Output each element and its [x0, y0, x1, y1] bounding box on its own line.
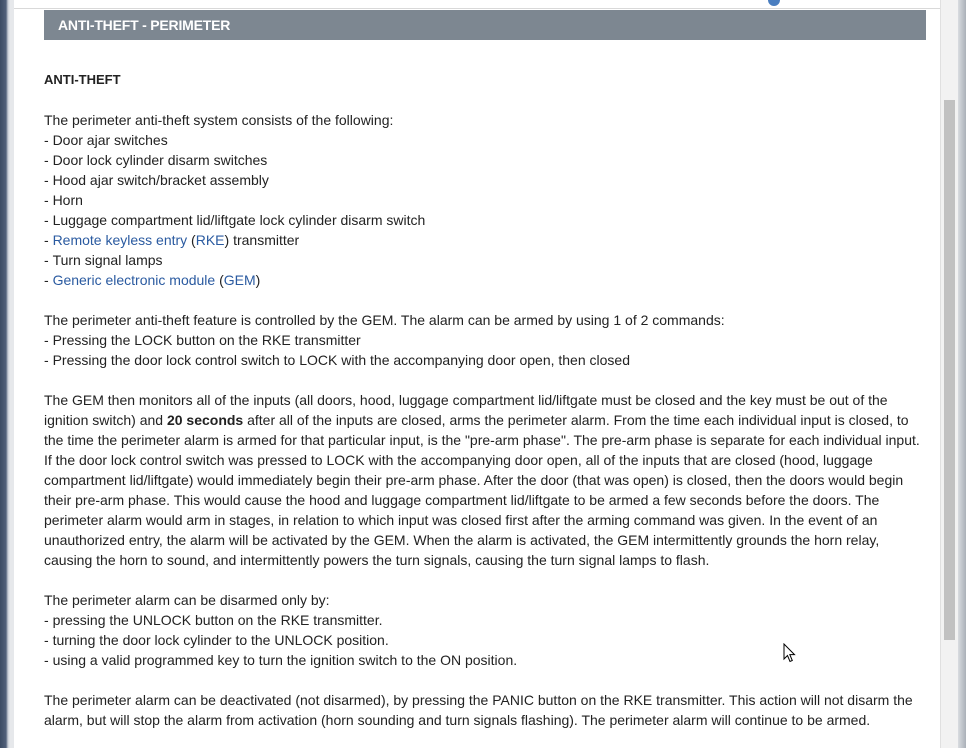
gem-abbr-link[interactable]: GEM — [223, 272, 256, 288]
list-item: - using a valid programmed key to turn the ignition switch to the ON position. — [44, 650, 929, 670]
intro-text: The perimeter anti-theft system consists of the following: — [44, 112, 394, 128]
vertical-scrollbar[interactable] — [940, 0, 959, 748]
disarm-intro-text: The perimeter alarm can be disarmed only by: — [44, 592, 330, 608]
list-item: - Pressing the door lock control switch to LOCK with the accompanying door open, then closed — [44, 350, 929, 370]
top-toolbar-edge — [14, 0, 940, 9]
section-header-bar — [44, 10, 926, 40]
list-item: - Generic electronic module (GEM) — [44, 270, 929, 290]
monitor-paragraph: The GEM then monitors all of the inputs (all doors, hood, luggage compartment lid/liftgate must be closed and the key must be out of the ignition switch) and 20 seconds after all of the inputs are closed, arms the perimeter alarm. From the time each individual input is closed, to the time the perimeter alarm is armed for that particular input, is the "pre-arm phase". The pre-arm phase is separate for each individual input. If the door lock control switch was pressed to LOCK with the accompanying door open, all of the inputs that are closed (hood, luggage compartment lid/liftgate) would immediately begin their pre-arm phase. After the door (that was open) is closed, then the doors would begin their pre-arm phase. This would cause the hood and luggage compartment lid/liftgate to be armed a few seconds before the doors. The perimeter alarm would arm in stages, in relation to which input was closed first after the arming command was given. In the event of an unauthorized entry, the alarm will be activated by the GEM. When the alarm is activated, the GEM intermittently grounds the horn relay, causing the horn to sound, and intermittently powers the turn signals, causing the turn signal lamps to flash. — [44, 392, 920, 568]
mouse-cursor-icon — [783, 643, 797, 668]
list-item: - Turn signal lamps — [44, 250, 929, 270]
emphasis-duration: 20 seconds — [166, 412, 244, 428]
document-content — [14, 0, 940, 748]
rke-link[interactable]: Remote keyless entry — [52, 232, 188, 248]
list-item: - Horn — [44, 190, 929, 210]
section-heading: ANTI-THEFT — [44, 72, 121, 87]
deactivate-paragraph: The perimeter alarm can be deactivated (not disarmed), by pressing the PANIC button on the RKE transmitter. This action will not disarm the alarm, but will stop the alarm from activation (horn sounding and turn signals flashing). The perimeter alarm will continue to be armed. — [44, 692, 913, 728]
list-item: - pressing the UNLOCK button on the RKE transmitter. — [44, 610, 929, 630]
rke-abbr-link[interactable]: RKE — [195, 232, 225, 248]
article-body — [44, 70, 929, 730]
list-item: - Door lock cylinder disarm switches — [44, 150, 929, 170]
scrollbar-thumb[interactable] — [944, 100, 955, 640]
gem-link[interactable]: Generic electronic module — [52, 272, 216, 288]
list-item: - turning the door lock cylinder to the UNLOCK position. — [44, 630, 929, 650]
page-title: ANTI-THEFT - PERIMETER — [58, 17, 231, 33]
arming-intro-text: The perimeter anti-theft feature is controlled by the GEM. The alarm can be armed by using 1 of 2 commands: — [44, 312, 725, 328]
list-item: - Luggage compartment lid/liftgate lock cylinder disarm switch — [44, 210, 929, 230]
list-item: - Door ajar switches — [44, 130, 929, 150]
list-item: - Pressing the LOCK button on the RKE transmitter — [44, 330, 929, 350]
window-right-edge — [958, 0, 966, 748]
toolbar-button-icon[interactable] — [768, 0, 780, 6]
list-item: - Hood ajar switch/bracket assembly — [44, 170, 929, 190]
list-item: - Remote keyless entry (RKE) transmitter — [44, 230, 929, 250]
